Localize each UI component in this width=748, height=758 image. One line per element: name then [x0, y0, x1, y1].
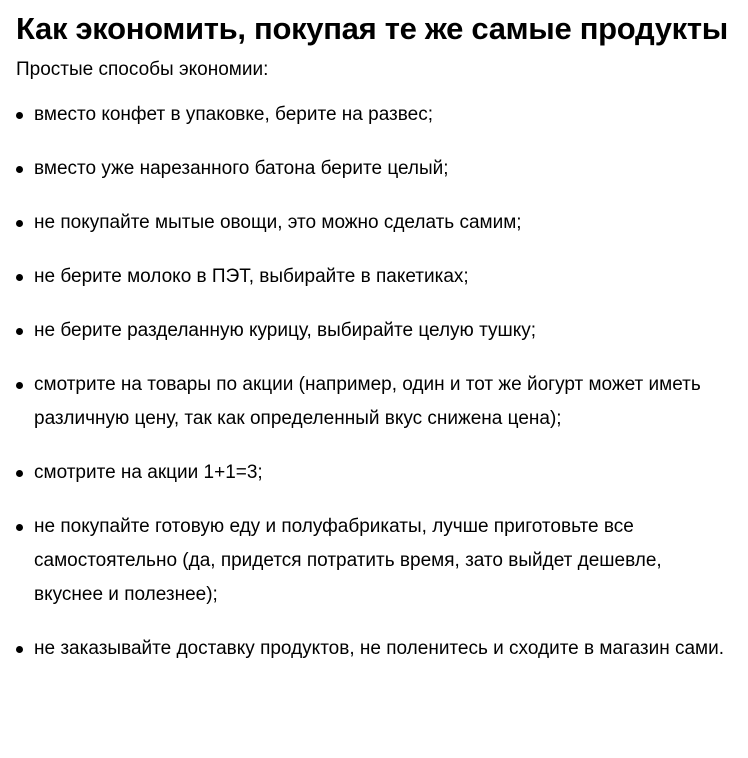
list-item — [16, 314, 734, 348]
list-item-text: не берите разделанную курицу, выбирайте целую тушку; — [34, 320, 537, 341]
article-title: Как экономить, покупая те же самые продукты — [16, 11, 728, 46]
list-item-text: не заказывайте доставку продуктов, не поленитесь и сходите в магазин сами. — [34, 638, 725, 659]
bullet-icon — [16, 220, 23, 227]
bullet-icon — [16, 274, 23, 281]
bullet-icon — [16, 524, 23, 531]
list-item-text: не покупайте мытые овощи, это можно сделать самим; — [34, 212, 522, 233]
list-item — [16, 632, 734, 666]
bullet-icon — [16, 112, 23, 119]
list-item — [16, 456, 734, 490]
list-item — [16, 368, 734, 436]
list-item-text: смотрите на акции 1+1=3; — [34, 462, 263, 483]
intro-text: Простые способы экономии: — [16, 59, 269, 80]
list-item — [16, 260, 734, 294]
list-item — [16, 152, 734, 186]
bullet-icon — [16, 470, 23, 477]
bullet-icon — [16, 646, 23, 653]
bullet-icon — [16, 382, 23, 389]
list-item-text: вместо конфет в упаковке, берите на развес; — [34, 104, 433, 125]
bullet-icon — [16, 328, 23, 335]
bullet-icon — [16, 166, 23, 173]
list-item-text: не покупайте готовую еду и полуфабрикаты, лучше приготовьте все самостоятельно (да, придется потратить время, зато выйдет дешевле, вкуснее и полезнее); — [34, 516, 662, 605]
list-item — [16, 98, 734, 132]
list-item-text: не берите молоко в ПЭТ, выбирайте в пакетиках; — [34, 266, 469, 287]
list-item — [16, 206, 734, 240]
list-item-text: смотрите на товары по акции (например, один и тот же йогурт может иметь различную цену, так как определенный вкус снижена цена); — [34, 374, 701, 429]
list-item-text: вместо уже нарезанного батона берите целый; — [34, 158, 449, 179]
list-item — [16, 510, 734, 612]
tips-list — [16, 98, 734, 666]
